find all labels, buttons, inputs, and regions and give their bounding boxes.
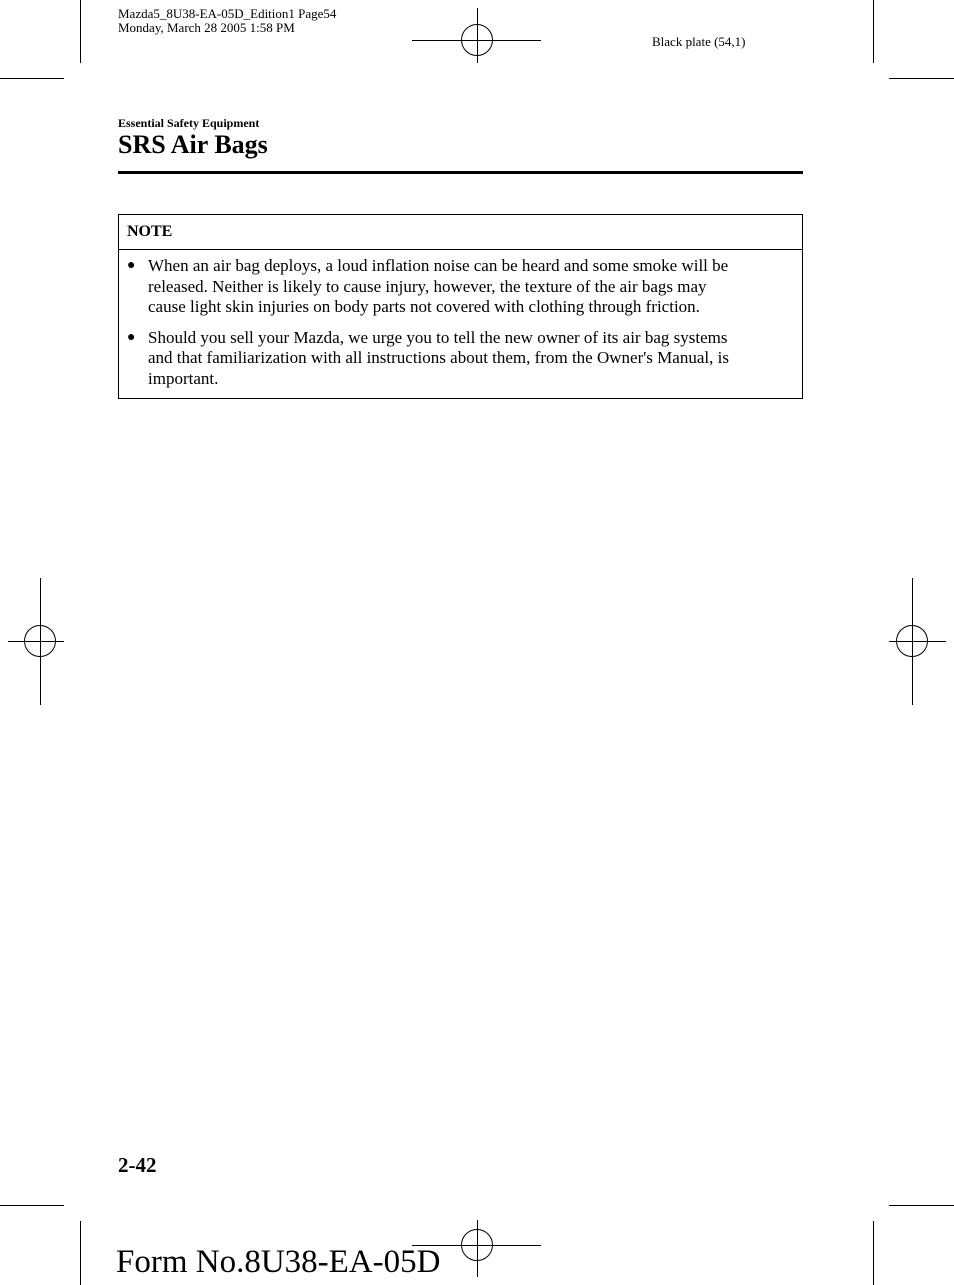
bullet-icon: ● (127, 329, 136, 345)
print-date-info: Monday, March 28 2005 1:58 PM (118, 20, 295, 35)
note-item-text (148, 328, 792, 390)
crop-mark-top-right-vertical (873, 0, 874, 63)
title-rule (118, 171, 803, 174)
print-file-info: Mazda5_8U38-EA-05D_Edition1 Page54 (118, 6, 337, 21)
crop-mark-bottom-left-horizontal (0, 1205, 64, 1206)
note-item-line: important. (148, 368, 219, 388)
bullet-icon: ● (127, 258, 136, 273)
note-item-line: Should you sell your Mazda, we urge you to tell the new owner of its air bag systems (148, 327, 728, 347)
note-item-line: cause light skin injuries on body parts not covered with clothing through friction. (148, 297, 700, 316)
note-item (127, 256, 792, 318)
note-body (119, 250, 802, 389)
note-item (127, 328, 792, 390)
note-box (118, 214, 803, 399)
note-item-line: and that familiarization with all instructions about them, from the Owner's Manual, is (148, 348, 729, 367)
crop-mark-bottom-left-vertical (80, 1221, 81, 1285)
page-title: SRS Air Bags (118, 130, 268, 159)
crop-mark-top-right-horizontal (889, 78, 954, 79)
section-label: Essential Safety Equipment (118, 116, 260, 130)
crop-mark-top-left-horizontal (0, 78, 64, 79)
note-item-line: released. Neither is likely to cause injury, however, the texture of the air bags may (148, 276, 707, 296)
crop-mark-bottom-right-horizontal (889, 1205, 954, 1206)
plate-info: Black plate (54,1) (652, 34, 746, 49)
page-number: 2-42 (118, 1153, 157, 1177)
note-item-text (148, 256, 792, 318)
note-heading: NOTE (119, 215, 802, 250)
form-number: Form No.8U38-EA-05D (116, 1244, 441, 1280)
crop-mark-bottom-right-vertical (873, 1221, 874, 1285)
crop-mark-top-left-vertical (80, 0, 81, 63)
note-item-line: When an air bag deploys, a loud inflation noise can be heard and some smoke will be (148, 256, 729, 275)
